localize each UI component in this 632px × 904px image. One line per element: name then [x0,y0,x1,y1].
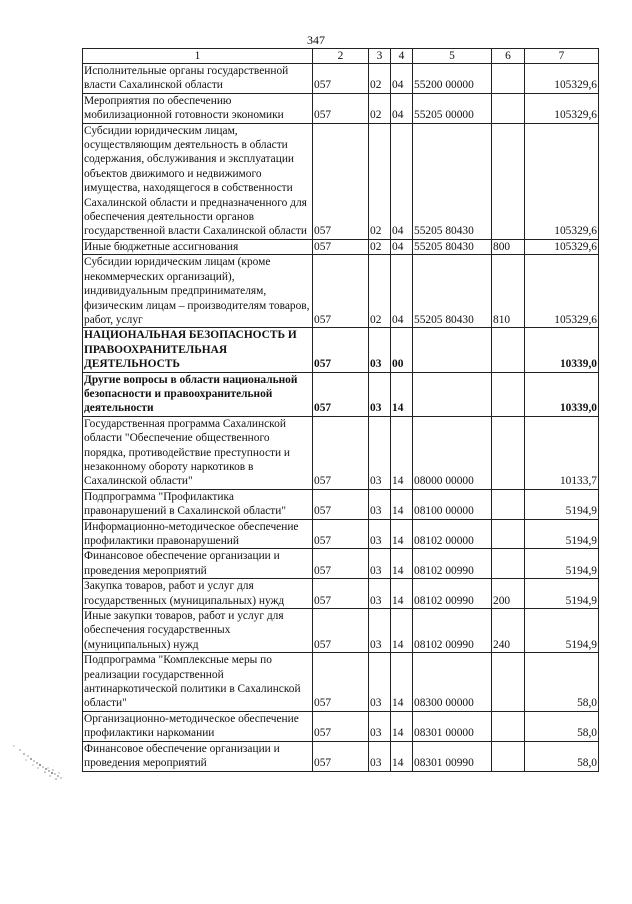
cell-section-code: 02 [369,239,391,254]
cell-expense-type [492,416,525,489]
page-number: 347 [307,33,325,47]
cell-expense-type [492,489,525,519]
cell-name: Организационно-методическое обеспечение профилактики наркомании [83,711,313,741]
cell-subsection-code: 14 [391,416,413,489]
cell-target-article: 55200 00000 [413,64,492,94]
scan-speckle-mark [0,738,78,788]
cell-target-article: 08000 00000 [413,416,492,489]
cell-target-article: 55205 80430 [413,239,492,254]
cell-target-article: 55205 80430 [413,123,492,239]
cell-name: Финансовое обеспечение организации и проведения мероприятий [83,549,313,579]
cell-section-code: 03 [369,609,391,653]
cell-target-article: 08100 00000 [413,489,492,519]
cell-section-code: 03 [369,711,391,741]
cell-name: НАЦИОНАЛЬНАЯ БЕЗОПАСНОСТЬ И ПРАВООХРАНИТЕЛЬНАЯ ДЕЯТЕЛЬНОСТЬ [83,328,313,372]
cell-section-code: 03 [369,519,391,549]
cell-expense-type: 800 [492,239,525,254]
cell-ministry-code: 057 [313,93,369,123]
cell-subsection-code: 04 [391,93,413,123]
cell-subsection-code: 00 [391,328,413,372]
cell-amount: 105329,6 [525,255,599,328]
cell-section-code: 02 [369,255,391,328]
cell-expense-type [492,372,525,416]
cell-name: Иные закупки товаров, работ и услуг для обеспечения государственных (муниципальных) нужд [83,609,313,653]
table-row [83,653,599,712]
cell-target-article [413,328,492,372]
cell-section-code: 02 [369,64,391,94]
cell-target-article: 08301 00990 [413,741,492,771]
cell-subsection-code: 14 [391,549,413,579]
cell-amount: 105329,6 [525,93,599,123]
cell-ministry-code: 057 [313,328,369,372]
cell-amount: 105329,6 [525,123,599,239]
cell-ministry-code: 057 [313,239,369,254]
cell-name: Субсидии юридическим лицам, осуществляющим деятельность в области содержания, обслуживания и эксплуатации объектов движимого и недвижимого имущества, находящегося в собственности Сахалинской области и предназначенного для обеспечения деятельности органов государственной власти Сахалинской области [83,123,313,239]
cell-section-code: 03 [369,549,391,579]
column-header-3: 3 [369,49,391,64]
cell-name: Государственная программа Сахалинской области "Обеспечение общественного порядка, противодействие преступности и незаконному обороту наркотиков в Сахалинской области" [83,416,313,489]
cell-ministry-code: 057 [313,489,369,519]
cell-amount: 5194,9 [525,549,599,579]
column-header-7: 7 [525,49,599,64]
cell-subsection-code: 04 [391,123,413,239]
cell-expense-type [492,519,525,549]
cell-target-article: 55205 80430 [413,255,492,328]
cell-section-code: 02 [369,93,391,123]
cell-subsection-code: 14 [391,579,413,609]
table-row [83,239,599,254]
column-header-2: 2 [313,49,369,64]
cell-ministry-code: 057 [313,653,369,712]
cell-ministry-code: 057 [313,549,369,579]
cell-expense-type [492,93,525,123]
cell-subsection-code: 14 [391,609,413,653]
cell-name: Субсидии юридическим лицам (кроме некоммерческих организаций), индивидуальным предпринимателям, физическим лицам – производителям товаров, работ, услуг [83,255,313,328]
cell-amount: 58,0 [525,711,599,741]
table-row [83,123,599,239]
cell-section-code: 03 [369,741,391,771]
cell-name: Мероприятия по обеспечению мобилизационной готовности экономики [83,93,313,123]
table-row [83,579,599,609]
table-row [83,64,599,94]
table-header-row [83,49,599,64]
cell-name: Исполнительные органы государственной власти Сахалинской области [83,64,313,94]
cell-section-code: 03 [369,653,391,712]
cell-expense-type: 200 [492,579,525,609]
table-row [83,328,599,372]
cell-amount: 105329,6 [525,64,599,94]
budget-table [82,48,599,772]
cell-name: Информационно-методическое обеспечение профилактики правонарушений [83,519,313,549]
cell-expense-type [492,549,525,579]
cell-amount: 105329,6 [525,239,599,254]
cell-amount: 10133,7 [525,416,599,489]
cell-subsection-code: 14 [391,519,413,549]
column-header-4: 4 [391,49,413,64]
cell-target-article [413,372,492,416]
cell-expense-type: 810 [492,255,525,328]
cell-ministry-code: 057 [313,372,369,416]
table-row [83,255,599,328]
cell-subsection-code: 04 [391,239,413,254]
cell-name: Подпрограмма "Профилактика правонарушений в Сахалинской области" [83,489,313,519]
table-row [83,609,599,653]
cell-expense-type [492,64,525,94]
cell-section-code: 03 [369,372,391,416]
cell-name: Закупка товаров, работ и услуг для государственных (муниципальных) нужд [83,579,313,609]
cell-target-article: 08102 00990 [413,579,492,609]
cell-section-code: 03 [369,579,391,609]
cell-target-article: 08300 00000 [413,653,492,712]
cell-section-code: 03 [369,328,391,372]
cell-expense-type: 240 [492,609,525,653]
cell-subsection-code: 14 [391,489,413,519]
table-row [83,372,599,416]
table-row [83,519,599,549]
cell-ministry-code: 057 [313,416,369,489]
cell-amount: 58,0 [525,741,599,771]
cell-amount: 5194,9 [525,579,599,609]
cell-expense-type [492,741,525,771]
cell-amount: 10339,0 [525,372,599,416]
column-header-5: 5 [413,49,492,64]
cell-subsection-code: 14 [391,711,413,741]
cell-section-code: 02 [369,123,391,239]
cell-name: Подпрограмма "Комплексные меры по реализации государственной антинаркотической политики в Сахалинской области" [83,653,313,712]
cell-amount: 5194,9 [525,519,599,549]
cell-section-code: 03 [369,489,391,519]
table-row [83,93,599,123]
cell-ministry-code: 057 [313,123,369,239]
cell-expense-type [492,328,525,372]
cell-ministry-code: 057 [313,609,369,653]
table-body [83,64,599,772]
table-row [83,711,599,741]
cell-subsection-code: 14 [391,653,413,712]
cell-subsection-code: 14 [391,372,413,416]
table-row [83,741,599,771]
cell-name: Финансовое обеспечение организации и проведения мероприятий [83,741,313,771]
column-header-6: 6 [492,49,525,64]
cell-subsection-code: 04 [391,64,413,94]
cell-ministry-code: 057 [313,711,369,741]
cell-name: Иные бюджетные ассигнования [83,239,313,254]
cell-subsection-code: 14 [391,741,413,771]
table-row [83,489,599,519]
table-row [83,549,599,579]
cell-ministry-code: 057 [313,519,369,549]
cell-target-article: 08102 00990 [413,549,492,579]
cell-target-article: 08102 00990 [413,609,492,653]
cell-expense-type [492,123,525,239]
cell-ministry-code: 057 [313,64,369,94]
cell-ministry-code: 057 [313,579,369,609]
cell-target-article: 08102 00000 [413,519,492,549]
cell-ministry-code: 057 [313,255,369,328]
table-row [83,416,599,489]
cell-section-code: 03 [369,416,391,489]
cell-amount: 5194,9 [525,609,599,653]
cell-expense-type [492,653,525,712]
cell-target-article: 55205 00000 [413,93,492,123]
cell-expense-type [492,711,525,741]
cell-target-article: 08301 00000 [413,711,492,741]
cell-name: Другие вопросы в области национальной безопасности и правоохранительной деятельности [83,372,313,416]
column-header-1: 1 [83,49,313,64]
cell-amount: 10339,0 [525,328,599,372]
cell-amount: 5194,9 [525,489,599,519]
cell-amount: 58,0 [525,653,599,712]
cell-ministry-code: 057 [313,741,369,771]
cell-subsection-code: 04 [391,255,413,328]
